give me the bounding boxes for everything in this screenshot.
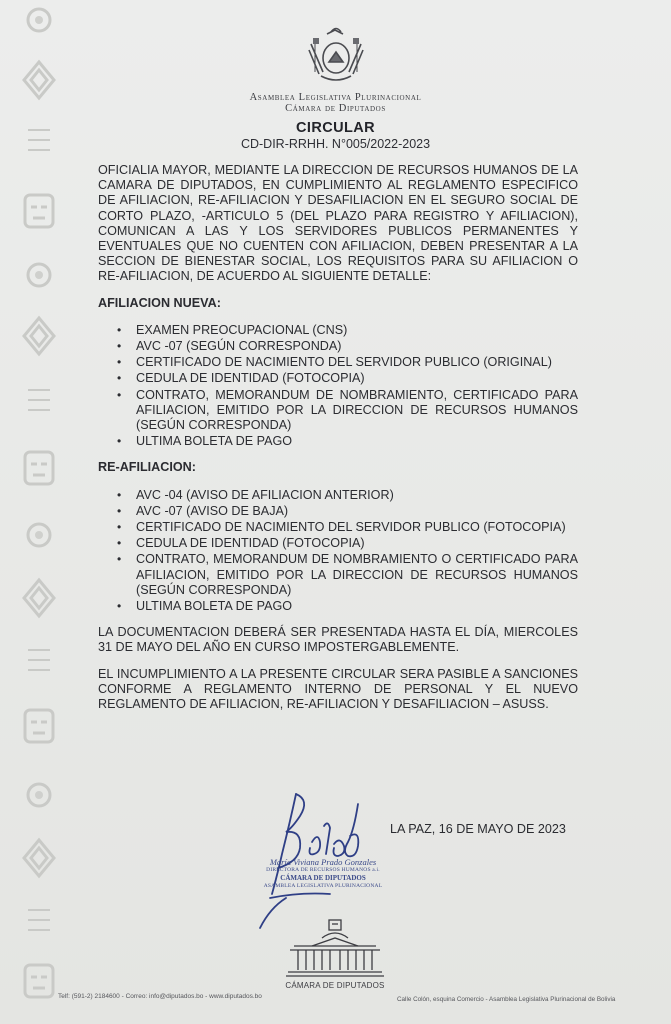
list-item: • CEDULA DE IDENTIDAD (FOTOCOPIA) [136,371,578,386]
decorative-border-pattern [14,0,64,1024]
warning-paragraph: EL INCUMPLIMIENTO A LA PRESENTE CIRCULAR SERA PASIBLE A SANCIONES CONFORME A REGLAMENTO INTERNO DE PERSONAL Y EL NUEVO REGLAMENTO DE AFILIACION, RE-AFILIACION Y DESAFILIACION – ASUSS. [98,666,578,712]
list-item: • CERTIFICADO DE NACIMIENTO DEL SERVIDOR PUBLICO (FOTOCOPIA) [136,520,578,535]
list-item: • CEDULA DE IDENTIDAD (FOTOCOPIA) [136,536,578,551]
list-item: • AVC -07 (SEGÚN CORRESPONDA) [136,339,578,354]
bolivia-coat-of-arms-icon [301,24,371,86]
intro-paragraph: OFICIALIA MAYOR, MEDIANTE LA DIRECCION DE RECURSOS HUMANOS DE LA CAMARA DE DIPUTADOS, EN CUMPLIMIENTO AL REGLAMENTO ESPECIFICO DE AFILIACION, RE-AFILIACION Y DESAFILIACION EN EL SEGURO SOCIAL DE CORTO PLAZO, -ARTICULO 5 (DEL PLAZO PARA REGISTRO Y AFILIACION), COMUNICAN A LAS Y LOS SERVIDORES PUBLICOS PERMANENTES Y EVENTUALES QUE NO CUENTEN CON AFILIACION, DEBEN PRESENTAR A LA SECCION DE BIENESTAR SOCIAL, LOS REQUISITOS PARA SU AFILIACION O RE-AFILIACION, DE ACUERDO AL SIGUIENTE DETALLE: [98,163,578,284]
footer-logo [282,916,388,990]
assembly-name: Asamblea Legislativa Plurinacional [249,92,422,103]
document-title: CIRCULAR [296,120,375,136]
list-item: • CONTRATO, MEMORANDUM DE NOMBRAMIENTO O CERTIFICADO PARA AFILIACION, EMITIDO POR LA DIRECCION DE RECURSOS HUMANOS (SEGÚN CORRESPONDA) [136,552,578,598]
signatory-role: DIRECTORA DE RECURSOS HUMANOS a.i. [266,867,380,873]
issue-date: LA PAZ, 16 DE MAYO DE 2023 [390,822,566,836]
footer-logo-caption: CÁMARA DE DIPUTADOS [285,981,385,990]
section-title-re-affiliation: RE-AFILIACION: [98,460,196,475]
footer-address: Calle Colón, esquina Comercio - Asamblea Legislativa Plurinacional de Bolivia [397,996,616,1003]
re-affiliation-list [98,488,578,615]
official-stamp [258,858,388,890]
list-item: • CERTIFICADO DE NACIMIENTO DEL SERVIDOR PUBLICO (ORIGINAL) [136,355,578,370]
document-code: CD-DIR-RRHH. N°005/2022-2023 [240,137,431,151]
new-affiliation-list [98,323,578,450]
list-item: • ULTIMA BOLETA DE PAGO [136,599,578,614]
legislative-building-icon [282,916,388,978]
list-item: • AVC -04 (AVISO DE AFILIACION ANTERIOR) [136,488,578,503]
chamber-name: Cámara de Diputados [285,103,386,114]
stamp-institution: CÁMARA DE DIPUTADOS [280,874,366,882]
document-body [98,163,578,723]
list-item: • AVC -07 (AVISO DE BAJA) [136,504,578,519]
deadline-paragraph: LA DOCUMENTACION DEBERÁ SER PRESENTADA HASTA EL DÍA, MIERCOLES 31 DE MAYO DEL AÑO EN CURSO IMPOSTERGABLEMENTE. [98,625,578,655]
list-item: • EXAMEN PREOCUPACIONAL (CNS) [136,323,578,338]
letterhead [0,24,671,151]
list-item: • ULTIMA BOLETA DE PAGO [136,434,578,449]
stamp-assembly: ASAMBLEA LEGISLATIVA PLURINACIONAL [263,883,383,889]
section-title-new-affiliation: AFILIACION NUEVA: [98,295,221,310]
list-item: • CONTRATO, MEMORANDUM DE NOMBRAMIENTO, CERTIFICADO PARA AFILIACION, EMITIDO POR LA DIRECCION DE RECURSOS HUMANOS (SEGÚN CORRESPONDA) [136,388,578,434]
signatory-name: María Viviana Prado Gonzales [269,857,377,867]
footer-contact: Telf: (591-2) 2184600 - Correo: info@diputados.bo - www.diputados.bo [58,993,262,1000]
